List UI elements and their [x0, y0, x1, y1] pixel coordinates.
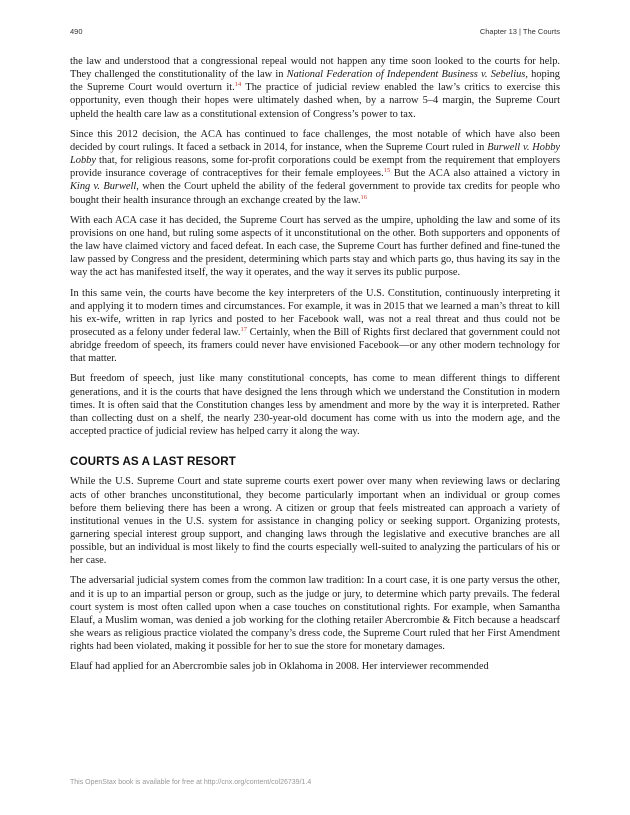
paragraph-1: the law and understood that a congressional repeal would not happen any time soon looked to the courts for help. They challenged the constitutionality of the law in National Federation of Independent Business v. Sebelius, hoping the Supreme Court would overturn it.$^{14}$ The practice of judicial review enabled the law’s critics to exercise this opportunity, even though their hopes were ultimately dashed when, by a narrow 5–4 margin, the Supreme Court upheld the health care law as a constitutional extension of Congress’s power to tax. [70, 56, 560, 120]
paragraph-2: Since this 2012 decision, the ACA has continued to face challenges, the most notable of which have also been decided by court rulings. It faced a setback in 2014, for instance, when the Supreme Court ruled in Burwell v. Hobby Lobby that, for religious reasons, some for-profit corporations could be exempt from the requirement that employers provide insurance coverage of contraceptives for their female employees.$^{15}$ But the ACA also attained a victory in King v. Burwell, when the Court upheld the ability of the federal government to provide tax credits for people who bought their health insurance through an exchange created by the law.$^{16}$ [70, 128, 561, 206]
footnote-ref-17[interactable]: 17 [240, 325, 247, 333]
paragraph-8: Elauf had applied for an Abercrombie sales job in Oklahoma in 2008. Her interviewer recommended [70, 661, 489, 673]
page-footer: This OpenStax book is available for free at http://cnx.org/content/col26739/1.4 [70, 779, 312, 786]
footnote-ref-16[interactable]: 16 [360, 193, 367, 201]
case-name: King v. Burwell [70, 181, 137, 193]
case-name: National Federation of Independent Business v. Sebelius [286, 69, 526, 81]
section-heading: COURTS AS A LAST RESORT [70, 455, 236, 469]
page-number: 490 [70, 27, 83, 36]
paragraph-3: With each ACA case it has decided, the Supreme Court has served as the umpire, upholding the law and some of its provisions on one hand, but ruling some aspects of it unconstitutional on the other. Both supporters and opponents of the law have claimed victory and faced defeat. In each case, the Supreme Court has further defined and fine-tuned the law passed by Congress and the president, determining which parts stay and which parts go, thus having its say in the way the act has manifested itself, the way it operates, and the way it serves its public purpose. [70, 214, 560, 279]
paragraph-7: The adversarial judicial system comes from the common law tradition: In a court case, it is one party versus the other, and it is up to an impartial person or group, such as the judge or jury, to determine which party prevails. The federal court system is most often called upon when a case touches on constitutional rights. For example, when Samantha Elauf, a Muslim woman, was denied a job working for the clothing retailer Abercrombie & Fitch because a headscarf she wears as religious practice violated the company’s dress code, the Supreme Court ruled that her First Amendment rights had been violated, making it possible for her to sue the store for monetary damages. [70, 575, 560, 653]
paragraph-6: While the U.S. Supreme Court and state supreme courts exert power over many when reviewing laws or declaring acts of other branches unconstitutional, they become particularly important when an individual or group comes before them believing there has been a wrong. A citizen or group that feels mistreated can approach a variety of institutional venues in the U.S. system for assistance in changing policy or seeking support. Organizing protests, garnering special interest group support, and changing laws through the legislative and executive branches are all possible, but an individual is most likely to find the courts especially well-suited to analyzing the particulars of his or her case. [70, 476, 560, 567]
page-body [70, 55, 560, 681]
footnote-ref-14[interactable]: 14 [234, 81, 242, 89]
page-header [70, 27, 560, 39]
footnote-ref-15[interactable]: 15 [383, 167, 391, 175]
case-name: Burwell v. Hobby Lobby [70, 141, 560, 167]
paragraph-4: In this same vein, the courts have become the key interpreters of the U.S. Constitution, continuously interpreting it and applying it to modern times and circumstances. For example, it was in 2015 that we learned a man’s threat to kill his ex-wife, written in rap lyrics and posted to her Facebook wall, was not a real threat and thus could not be prosecuted as a felony under federal law.$^{17}$ Certainly, when the Bill of Rights first declared that government could not abridge freedom of speech, its framers could never have envisioned Facebook—or any other modern technology for that matter. [70, 287, 560, 365]
chapter-title: Chapter 13 | The Courts [479, 27, 560, 36]
paragraph-5: But freedom of speech, just like many constitutional concepts, has come to mean different things to different generations, and it is the courts that have designed the lens through which we understand the Constitution in modern times. It is often said that the Constitution changes less by amendment and more by the way it is interpreted. Rather than collecting dust on a shelf, the nearly 230-year-old document has come with us into the modern age, and the accepted practice of judicial review has helped carry it along the way. [70, 373, 560, 438]
